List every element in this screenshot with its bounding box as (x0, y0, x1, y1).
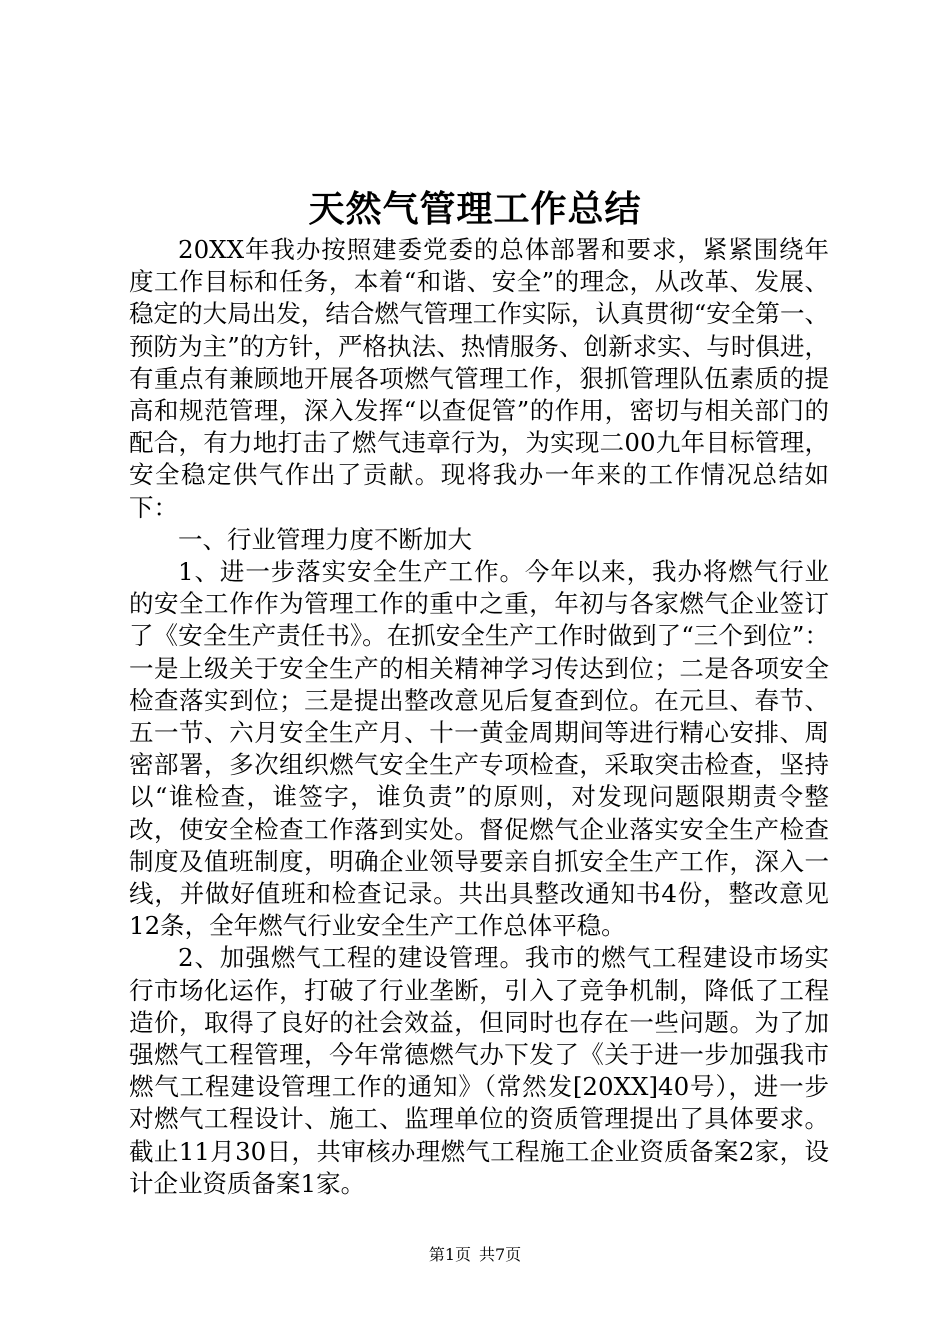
paragraph-safety: 1、进一步落实安全生产工作。今年以来，我办将燃气行业的安全工作作为管理工作的重中之重，年初与各家燃气企业签订了《安全生产责任书》。在抓安全生产工作时做到了“三个到位”：一是上级关于安全生产的相关精神学习传达到位；二是各项安全检查落实到位；三是提出整改意见后复查到位。在元旦、春节、五一节、六月安全生产月、十一黄金周期间等进行精心安排、周密部署，多次组织燃气安全生产专项检查，采取突击检查，坚持以“谁检查，谁签字，谁负责”的原则，对发现问题限期责令整改，使安全检查工作落到实处。督促燃气企业落实安全生产检查制度及值班制度，明确企业领导要亲自抓安全生产工作，深入一线，并做好值班和检查记录。共出具整改通知书4份，整改意见12条，全年燃气行业安全生产工作总体平稳。 (129, 557, 829, 941)
paragraph-intro: 20XX年我办按照建委党委的总体部署和要求，紧紧围绕年度工作目标和任务，本着“和谐、安全”的理念，从改革、发展、稳定的大局出发，结合燃气管理工作实际，认真贯彻“安全第一、预防为主”的方针，严格执法、热情服务、创新求实、与时俱进，有重点有兼顾地开展各项燃气管理工作，狠抓管理队伍素质的提高和规范管理，深入发挥“以查促管”的作用，密切与相关部门的配合，有力地打击了燃气违章行为，为实现二00九年目标管理，安全稳定供气作出了贡献。现将我办一年来的工作情况总结如下： (129, 235, 829, 522)
page-footer (0, 1244, 950, 1266)
document-title: 天然气管理工作总结 (308, 188, 642, 230)
paragraph-engineering: 2、加强燃气工程的建设管理。我市的燃气工程建设市场实行市场化运作，打破了行业垄断，引入了竞争机制，降低了工程造价，取得了良好的社会效益，但同时也存在一些问题。为了加强燃气工程管理，今年常德燃气办下发了《关于进一步加强我市燃气工程建设管理工作的通知》（常然发[20XX]40号），进一步对燃气工程设计、施工、监理单位的资质管理提出了具体要求。截止11月30日，共审核办理燃气工程施工企业资质备案2家，设计企业资质备案1家。 (129, 943, 829, 1198)
page-number: 第1页 (428, 1245, 471, 1264)
page-count: 共7页 (479, 1245, 522, 1264)
document-body (129, 234, 829, 1200)
section-heading: 一、行业管理力度不断加大 (178, 524, 472, 554)
